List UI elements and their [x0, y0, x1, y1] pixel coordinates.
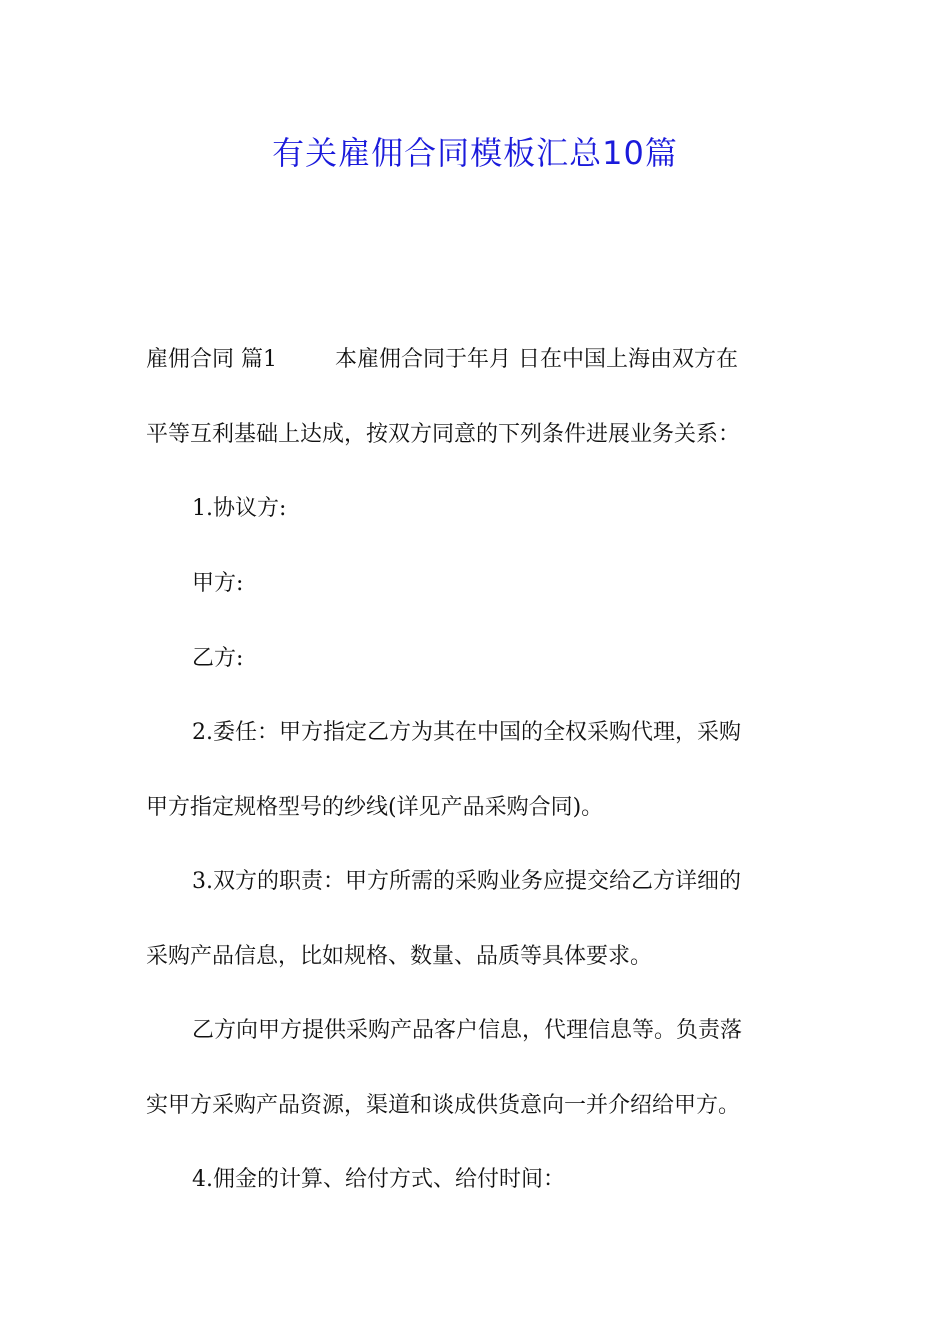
paragraph-line: 采购产品信息，比如规格、数量、品质等具体要求。 — [146, 944, 653, 969]
clause-heading: 1.协议方: — [192, 496, 287, 521]
section-heading: 雇佣合同 篇1 — [146, 347, 277, 372]
clause-line: 3.双方的职责：甲方所需的采购业务应提交给乙方详细的 — [192, 869, 741, 894]
paragraph-line: 平等互利基础上达成，按双方同意的下列条件进展业务关系： — [146, 422, 741, 447]
clause-line: 2.委任：甲方指定乙方为其在中国的全权采购代理，采购 — [192, 720, 741, 745]
party-a-label: 甲方: — [192, 571, 244, 596]
paragraph-line — [146, 340, 810, 380]
paragraph-text: 本雇佣合同于年月 日在中国上海由双方在 — [335, 347, 738, 372]
party-b-label: 乙方: — [192, 646, 244, 671]
paragraph-line: 乙方向甲方提供采购产品客户信息，代理信息等。负责落 — [192, 1018, 743, 1043]
clause-heading: 4.佣金的计算、给付方式、给付时间： — [192, 1167, 565, 1192]
paragraph-line: 实甲方采购产品资源，渠道和谈成供货意向一并介绍给甲方。 — [146, 1093, 741, 1118]
paragraph-line: 甲方指定规格型号的纱线(详见产品采购合同)。 — [146, 795, 604, 820]
document-title: 有关雇佣合同模板汇总10篇 — [272, 134, 678, 172]
